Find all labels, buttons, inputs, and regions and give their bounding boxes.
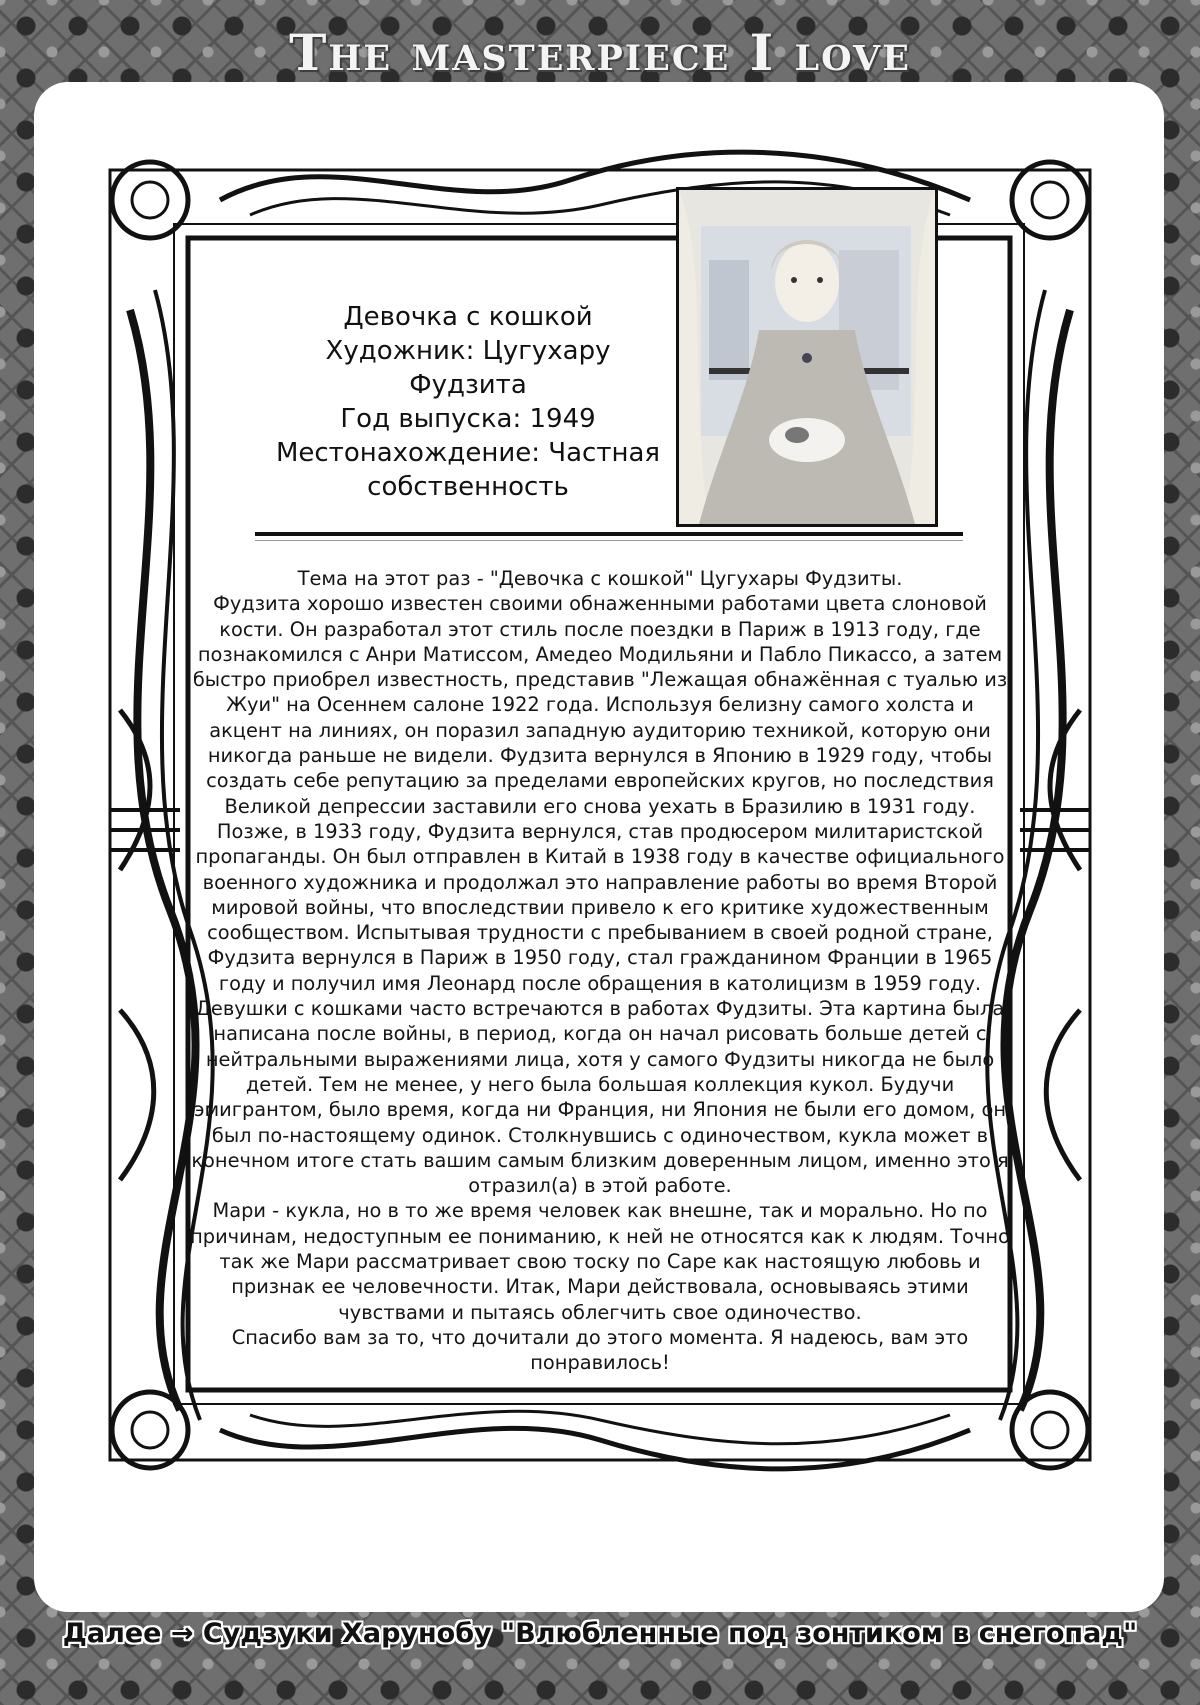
- artwork-title: Девочка с кошкой: [343, 302, 593, 332]
- header-title: The masterpiece I love: [289, 28, 911, 78]
- artwork-image: [676, 187, 938, 527]
- divider: [255, 532, 963, 536]
- artwork-artist: Художник: Цугухару: [325, 336, 611, 366]
- artwork-info: [268, 300, 668, 504]
- paragraph: Позже, в 1933 году, Фудзита вернулся, став продюсером милитаристской пропаганды. Он был отправлен в Китай в 1938 году в качестве официального военного художника и продолжал это направление работы во время Второй мировой войны, что впоследствии привело к его критике художественным сообществом. Испытывая трудности с пребыванием в своей родной стране, Фудзита вернулся в Париж в 1950 году, стал гражданином Франции в 1965 году и получил имя Леонард после обращения в католицизм в 1959 году.: [195, 819, 1005, 995]
- paragraph: Тема на этот раз - "Девочка с кошкой" Цугухары Фудзиты.: [297, 567, 903, 590]
- artwork-artist-name: Фудзита: [409, 370, 527, 400]
- divider-thin: [255, 540, 963, 541]
- artwork-location: Местонахождение: Частная: [275, 438, 661, 468]
- artwork-location-value: собственность: [367, 472, 569, 502]
- next-link[interactable]: Далее → Судзуки Харунобу "Влюбленные под зонтиком в снегопад": [62, 1618, 1138, 1649]
- paragraph: Мари - кукла, но в то же время человек как внешне, так и морально. Но по причинам, недоступным ее пониманию, к ней не относятся как к людям. Точно так же Мари рассматривает свою тоску по Саре как настоящую любовь и признак ее человечности. Итак, Мари действовала, основываясь этими чувствами и пытаясь облегчить свое одиночество.: [190, 1199, 1010, 1324]
- artwork-year: Год выпуска: 1949: [340, 404, 596, 434]
- paragraph: Девушки с кошками часто встречаются в работах Фудзиты. Эта картина была написана после войны, в период, когда он начал рисовать больше детей с нейтральными выражениями лица, хотя у самого Фудзиты никогда не было детей. Тем не менее, у него была большая коллекция кукол. Будучи эмигрантом, было время, когда ни Франция, ни Япония не были его домом, он был по-настоящему одинок. Столкнувшись с одиночеством, кукла может в конечном итоге стать вашим самым близким доверенным лицом, именно это я отразил(а) в этой работе.: [191, 997, 1009, 1198]
- article-body: [188, 566, 1012, 1376]
- paragraph: Спасибо вам за то, что дочитали до этого момента. Я надеюсь, вам это понравилось!: [231, 1325, 969, 1375]
- paragraph: Фудзита хорошо известен своими обнаженными работами цвета слоновой кости. Он разработал этот стиль после поездки в Париж в 1913 году, где познакомился с Анри Матиссом, Амедео Модильяни и Пабло Пикассо, а затем быстро приобрел известность, представив "Лежащая обнажённая с туалью из Жуи" на Осеннем салоне 1922 года. Используя белизну самого холста и акцент на линиях, он поразил западную аудиторию техникой, которую они никогда раньше не видели. Фудзита вернулся в Японию в 1929 году, чтобы создать себе репутацию за пределами европейских кругов, но последствия Великой депрессии заставили его снова уехать в Бразилию в 1931 году.: [192, 592, 1008, 818]
